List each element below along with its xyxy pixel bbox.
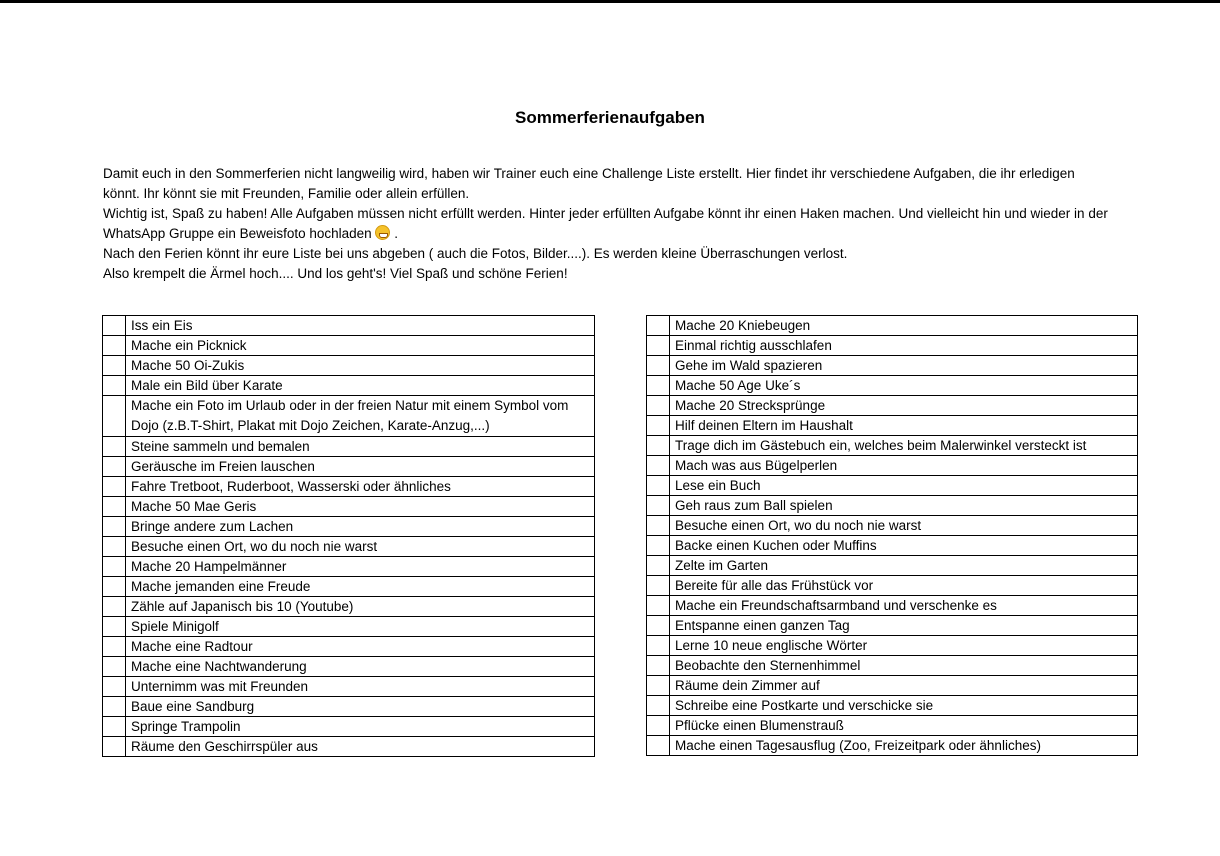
task-label: Hilf deinen Eltern im Haushalt: [670, 416, 1138, 436]
task-checkbox[interactable]: [103, 376, 126, 396]
task-checkbox[interactable]: [647, 496, 670, 516]
task-label: Backe einen Kuchen oder Muffins: [670, 536, 1138, 556]
task-label: Mache 20 Kniebeugen: [670, 316, 1138, 336]
task-label: Mach was aus Bügelperlen: [670, 456, 1138, 476]
task-label: Unternimm was mit Freunden: [126, 677, 595, 697]
task-checkbox[interactable]: [103, 657, 126, 677]
left-task-row: [103, 717, 595, 737]
right-task-row: [647, 356, 1138, 376]
task-checkbox[interactable]: [647, 416, 670, 436]
left-task-row: [103, 677, 595, 697]
task-label: Mache ein Foto im Urlaub oder in der freien Natur mit einem Symbol vom Dojo (z.B.T-Shirt, Plakat mit Dojo Zeichen, Karate-Anzug,...): [126, 396, 595, 437]
task-checkbox[interactable]: [647, 456, 670, 476]
task-label: Mache 20 Strecksprünge: [670, 396, 1138, 416]
right-task-row: [647, 736, 1138, 756]
task-label: Bringe andere zum Lachen: [126, 517, 595, 537]
task-label: Mache 50 Oi-Zukis: [126, 356, 595, 376]
left-task-row: [103, 617, 595, 637]
task-label: Beobachte den Sternenhimmel: [670, 656, 1138, 676]
task-checkbox[interactable]: [647, 476, 670, 496]
right-task-row: [647, 696, 1138, 716]
task-checkbox[interactable]: [103, 396, 126, 437]
left-task-row: [103, 597, 595, 617]
task-label: Fahre Tretboot, Ruderboot, Wasserski oder ähnliches: [126, 477, 595, 497]
task-checkbox[interactable]: [647, 556, 670, 576]
left-task-row: [103, 557, 595, 577]
task-label: Springe Trampolin: [126, 717, 595, 737]
task-label: Schreibe eine Postkarte und verschicke sie: [670, 696, 1138, 716]
right-task-row: [647, 456, 1138, 476]
right-task-row: [647, 676, 1138, 696]
task-checkbox[interactable]: [103, 477, 126, 497]
task-checkbox[interactable]: [647, 516, 670, 536]
task-label: Entspanne einen ganzen Tag: [670, 616, 1138, 636]
page-title: Sommerferienaufgaben: [515, 108, 705, 127]
task-checkbox[interactable]: [647, 636, 670, 656]
left-task-row: [103, 336, 595, 356]
intro-paragraph-2-text: Wichtig ist, Spaß zu haben! Alle Aufgaben müssen nicht erfüllt werden. Hinter jeder erfüllten Aufgabe könnt ihr einen Haken machen. Und vielleicht hin und wieder in der WhatsApp Gruppe ein Beweisfoto hochladen: [103, 206, 1108, 241]
task-label: Mache ein Picknick: [126, 336, 595, 356]
intro-text: [103, 164, 1113, 284]
task-checkbox[interactable]: [647, 596, 670, 616]
right-task-row: [647, 316, 1138, 336]
left-task-row: [103, 477, 595, 497]
task-checkbox[interactable]: [647, 436, 670, 456]
task-label: Besuche einen Ort, wo du noch nie warst: [126, 537, 595, 557]
task-label: Zähle auf Japanisch bis 10 (Youtube): [126, 597, 595, 617]
task-label: Geräusche im Freien lauschen: [126, 457, 595, 477]
right-task-row: [647, 396, 1138, 416]
right-task-row: [647, 636, 1138, 656]
left-task-row: [103, 637, 595, 657]
intro-paragraph-1: Damit euch in den Sommerferien nicht langweilig wird, haben wir Trainer euch eine Challenge Liste erstellt. Hier findet ihr verschiedene Aufgaben, die ihr erledigen könnt. Ihr könnt sie mit Freunden, Familie oder allein erfüllen.: [103, 166, 1075, 201]
right-task-row: [647, 556, 1138, 576]
task-label: Einmal richtig ausschlafen: [670, 336, 1138, 356]
task-label: Mache ein Freundschaftsarmband und verschenke es: [670, 596, 1138, 616]
page-top-border: [0, 0, 1220, 3]
task-checkbox[interactable]: [103, 537, 126, 557]
task-label: Geh raus zum Ball spielen: [670, 496, 1138, 516]
intro-paragraph-4: Also krempelt die Ärmel hoch.... Und los geht's! Viel Spaß und schöne Ferien!: [103, 266, 568, 281]
task-checkbox[interactable]: [103, 316, 126, 336]
task-label: Steine sammeln und bemalen: [126, 437, 595, 457]
right-task-row: [647, 416, 1138, 436]
left-task-row: [103, 497, 595, 517]
task-label: Gehe im Wald spazieren: [670, 356, 1138, 376]
right-task-row: [647, 716, 1138, 736]
left-task-row: [103, 457, 595, 477]
left-task-row: [103, 517, 595, 537]
task-label: Mache eine Radtour: [126, 637, 595, 657]
intro-paragraph-2-end: .: [394, 226, 398, 241]
task-checkbox[interactable]: [647, 656, 670, 676]
task-label: Mache 20 Hampelmänner: [126, 557, 595, 577]
task-label: Pflücke einen Blumenstrauß: [670, 716, 1138, 736]
task-checkbox[interactable]: [103, 457, 126, 477]
right-task-row: [647, 656, 1138, 676]
right-task-table: [646, 315, 1138, 756]
task-checkbox[interactable]: [103, 737, 126, 757]
left-task-row: [103, 437, 595, 457]
task-label: Mache 50 Mae Geris: [126, 497, 595, 517]
intro-paragraph-3: Nach den Ferien könnt ihr eure Liste bei uns abgeben ( auch die Fotos, Bilder....). Es werden kleine Überraschungen verlost.: [103, 246, 848, 261]
left-task-row: [103, 657, 595, 677]
right-task-row: [647, 376, 1138, 396]
task-label: Mache einen Tagesausflug (Zoo, Freizeitpark oder ähnliches): [670, 736, 1138, 756]
task-checkbox[interactable]: [647, 536, 670, 556]
right-task-row: [647, 476, 1138, 496]
task-checkbox[interactable]: [103, 617, 126, 637]
task-label: Mache eine Nachtwanderung: [126, 657, 595, 677]
task-label: Räume dein Zimmer auf: [670, 676, 1138, 696]
task-checkbox[interactable]: [647, 736, 670, 756]
task-checkbox[interactable]: [647, 716, 670, 736]
right-task-row: [647, 336, 1138, 356]
left-task-row: [103, 697, 595, 717]
task-checkbox[interactable]: [103, 497, 126, 517]
task-checkbox[interactable]: [103, 557, 126, 577]
task-checkbox[interactable]: [103, 577, 126, 597]
right-task-row: [647, 576, 1138, 596]
task-checkbox[interactable]: [103, 717, 126, 737]
task-label: Iss ein Eis: [126, 316, 595, 336]
task-label: Bereite für alle das Frühstück vor: [670, 576, 1138, 596]
task-checkbox[interactable]: [103, 677, 126, 697]
grinning-face-icon: [375, 225, 390, 240]
task-label: Trage dich im Gästebuch ein, welches beim Malerwinkel versteckt ist: [670, 436, 1138, 456]
task-checkbox[interactable]: [647, 576, 670, 596]
right-task-row: [647, 536, 1138, 556]
task-label: Mache 50 Age Uke´s: [670, 376, 1138, 396]
left-task-row: [103, 396, 595, 437]
task-checkbox[interactable]: [647, 616, 670, 636]
right-task-row: [647, 516, 1138, 536]
right-task-row: [647, 496, 1138, 516]
left-task-row: [103, 577, 595, 597]
left-task-row: [103, 737, 595, 757]
task-label: Baue eine Sandburg: [126, 697, 595, 717]
task-label: Mache jemanden eine Freude: [126, 577, 595, 597]
task-checkbox[interactable]: [647, 336, 670, 356]
task-label: Spiele Minigolf: [126, 617, 595, 637]
right-task-row: [647, 616, 1138, 636]
task-label: Zelte im Garten: [670, 556, 1138, 576]
task-checkbox[interactable]: [103, 336, 126, 356]
task-label: Lerne 10 neue englische Wörter: [670, 636, 1138, 656]
task-checkbox[interactable]: [647, 696, 670, 716]
right-task-row: [647, 436, 1138, 456]
task-checkbox[interactable]: [103, 597, 126, 617]
task-checkbox[interactable]: [103, 637, 126, 657]
task-label: Lese ein Buch: [670, 476, 1138, 496]
left-task-row: [103, 316, 595, 336]
task-checkbox[interactable]: [647, 396, 670, 416]
left-task-row: [103, 356, 595, 376]
right-task-row: [647, 596, 1138, 616]
task-checkbox[interactable]: [647, 676, 670, 696]
intro-paragraph-2: [103, 204, 1113, 244]
task-checkbox[interactable]: [647, 356, 670, 376]
left-task-table: [102, 315, 595, 757]
task-checkbox[interactable]: [103, 356, 126, 376]
task-label: Male ein Bild über Karate: [126, 376, 595, 396]
task-checkbox[interactable]: [103, 517, 126, 537]
task-checkbox[interactable]: [103, 437, 126, 457]
task-checkbox[interactable]: [103, 697, 126, 717]
left-task-row: [103, 537, 595, 557]
task-checkbox[interactable]: [647, 376, 670, 396]
left-task-row: [103, 376, 595, 396]
task-checkbox[interactable]: [647, 316, 670, 336]
task-label: Räume den Geschirrspüler aus: [126, 737, 595, 757]
task-label: Besuche einen Ort, wo du noch nie warst: [670, 516, 1138, 536]
